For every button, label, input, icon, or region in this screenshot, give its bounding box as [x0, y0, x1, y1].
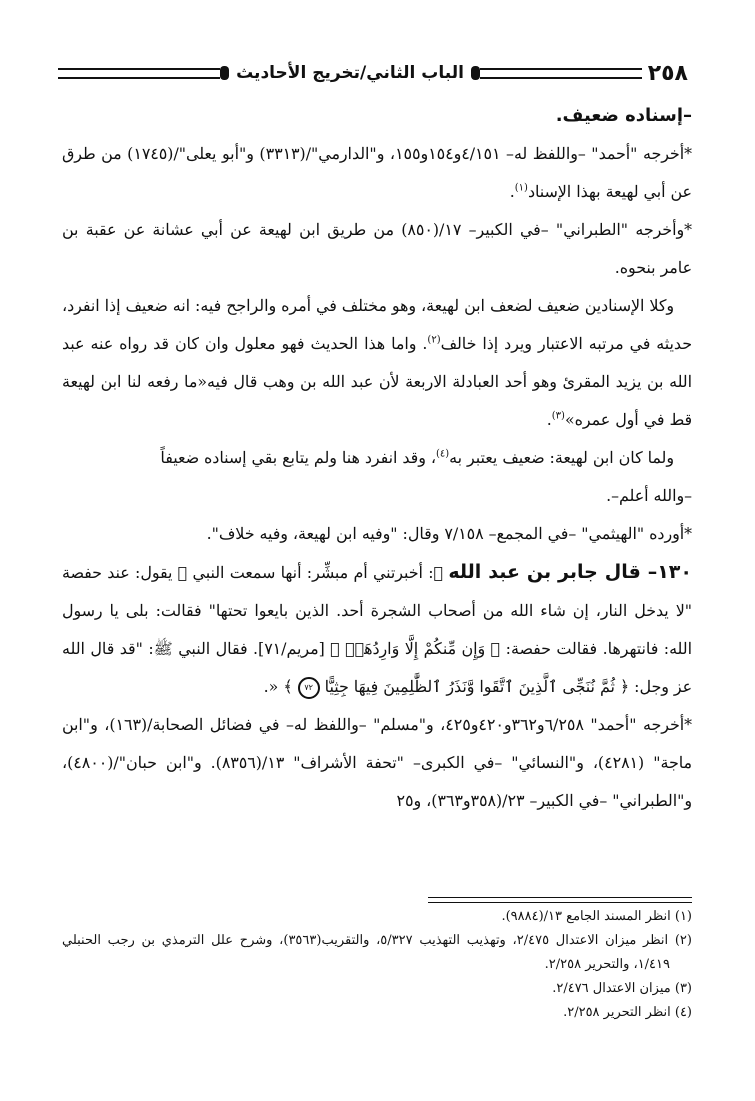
paragraph-haythami: *أورده "الهيثمي" –في المجمع– ٧/١٥٨ وقال: "وفيه ابن لهيعة، وفيه خلاف".: [206, 524, 692, 543]
hadith-number: ١٣٠– قال جابر بن عبد الله: [448, 561, 692, 583]
footnotes: [62, 905, 692, 1025]
hadith-130: ١٣٠– قال جابر بن عبد الله ﷺ: أخبرتني أم مبشِّر: أنها سمعت النبي ﷺ يقول: عند حفصة "لا يدخل النار، إن شاء الله من أصحاب الشجرة أحد. الذين بايعوا تحتها" فقالت: بلى يا رسول الله: فانتهرها. فقالت حفصة: ﴿ وَإِن مِّنكُمْ إِلَّا وَارِدُهَاۚ ﴾ [مريم/٧١]. فقال النبي ﷺ: "قد قال الله عز وجل: ﴿ ثُمَّ نُنَجِّى ٱلَّذِينَ ٱتَّقَوا وَّنَذَرُ ٱلظَّٰلِمِينَ فِيهَا جِثِيًّا ٧٢ ﴾ «.: [62, 553, 692, 706]
ayah-number-icon: ٧٢: [298, 677, 320, 699]
header-title-bar: [58, 63, 642, 83]
main-text: [62, 97, 692, 820]
footnote-ref-2[interactable]: (٢): [427, 334, 441, 346]
footnote-2: (٢) انظر ميزان الاعتدال ٢/٤٧٥، وتهذيب التهذيب ٥/٣٢٧، والتقريب(٣٥٦٣)، وشرح علل الترمذي بن رجب الحنبلي ١/٤١٩، والتحرير ٢/٢٥٨.: [62, 933, 692, 972]
isnad-heading: –إسناده ضعيف.: [555, 105, 692, 126]
footnote-3: (٣) ميزان الاعتدال ٢/٤٧٦.: [552, 981, 692, 996]
footnote-ref-3[interactable]: (٣): [551, 410, 565, 422]
paragraph-takhrij-3: *أخرجه "أحمد" ٦/٢٥٨و٣٦٢و٤٢٠و٤٢٥، و"مسلم" –واللفظ له– في فضائل الصحابة/(١٦٣)، و"ابن ماجة" (٤٢٨١)، و"النسائي" –في الكبرى– "تحفة الأشراف" ١٣/(٨٣٥٦). و"ابن حبان"/(٤٨٠٠)، و"الطبراني" –في الكبير– ٢٣/(٣٥٨و٣٦٣)، و٢٥: [62, 715, 692, 810]
footnote-ref-1[interactable]: (١): [514, 182, 528, 194]
paragraph-takhrij-2: *وأخرجه "الطبراني" –في الكبير– ١٧/(٨٥٠) من طريق ابن لهيعة عن أبي عشانة عن عقبة بن عامر بنحوه.: [62, 220, 692, 277]
footnote-separator: [428, 897, 692, 903]
paragraph-conclusion: ولما كان ابن لهيعة: ضعيف يعتبر به$^{(٤)}$، وقد انفرد هنا ولم يتابع بقي إسناده ضعيفاً –والله أعلم–.: [160, 448, 692, 505]
header-rule-right: [471, 66, 642, 80]
footnote-1: (١) انظر المسند الجامع ١٣/(٩٨٨٤).: [501, 909, 692, 924]
header-rule-left: [58, 66, 229, 80]
hadith-text: ﷺ: أخبرتني أم مبشِّر: أنها سمعت النبي ﷺ يقول: عند حفصة "لا يدخل النار، إن شاء الله من أصحاب الشجرة أحد. الذين بايعوا تحتها" فقالت: بلى يا رسول الله: فانتهرها. فقالت حفصة: ﴿ وَإِن مِّنكُمْ إِلَّا وَارِدُهَاۚ ﴾ [مريم/٧١]. فقال النبي ﷺ: "قد قال الله عز وجل: ﴿ ثُمَّ نُنَجِّى ٱلَّذِينَ ٱتَّقَوا وَّنَذَرُ ٱلظَّٰلِمِينَ فِيهَا جِثِيًّا: [62, 563, 692, 696]
paragraph-takhrij-1: *أخرجه "أحمد" –واللفظ له– ٤/١٥١و١٥٤و١٥٥، و"الدارمي"/(٣٣١٣) و"أبو يعلى"/(١٧٤٥) من طرق عن أبي لهيعة بهذا الإسناد$^{(١)}$.: [62, 144, 692, 201]
running-header: [58, 56, 688, 90]
footnote-4: (٤) انظر التحرير ٢/٢٥٨.: [563, 1005, 692, 1020]
page-number: ٢٥٨: [647, 60, 688, 86]
paragraph-isnad-discussion: وكلا الإسنادين ضعيف لضعف ابن لهيعة، وهو مختلف في أمره والراجح فيه: انه ضعيف إذا انفرد، حديثه في مرتبه الاعتبار ويرد إذا خالف$^{(٢)}$. واما هذا الحديث فهو معلول وان كان قد رواه عنه عبد الله بن يزيد المقرئ وهو أحد العبادلة الاربعة لأن عبد الله بن وهب قال فيه«ما رفعه لنا ابن لهيعة قط في أول عمره»$^{(٣)}$.: [62, 296, 692, 429]
footnote-ref-4[interactable]: (٤): [435, 448, 450, 460]
chapter-title: الباب الثاني/تخريج الأحاديث: [236, 63, 464, 83]
